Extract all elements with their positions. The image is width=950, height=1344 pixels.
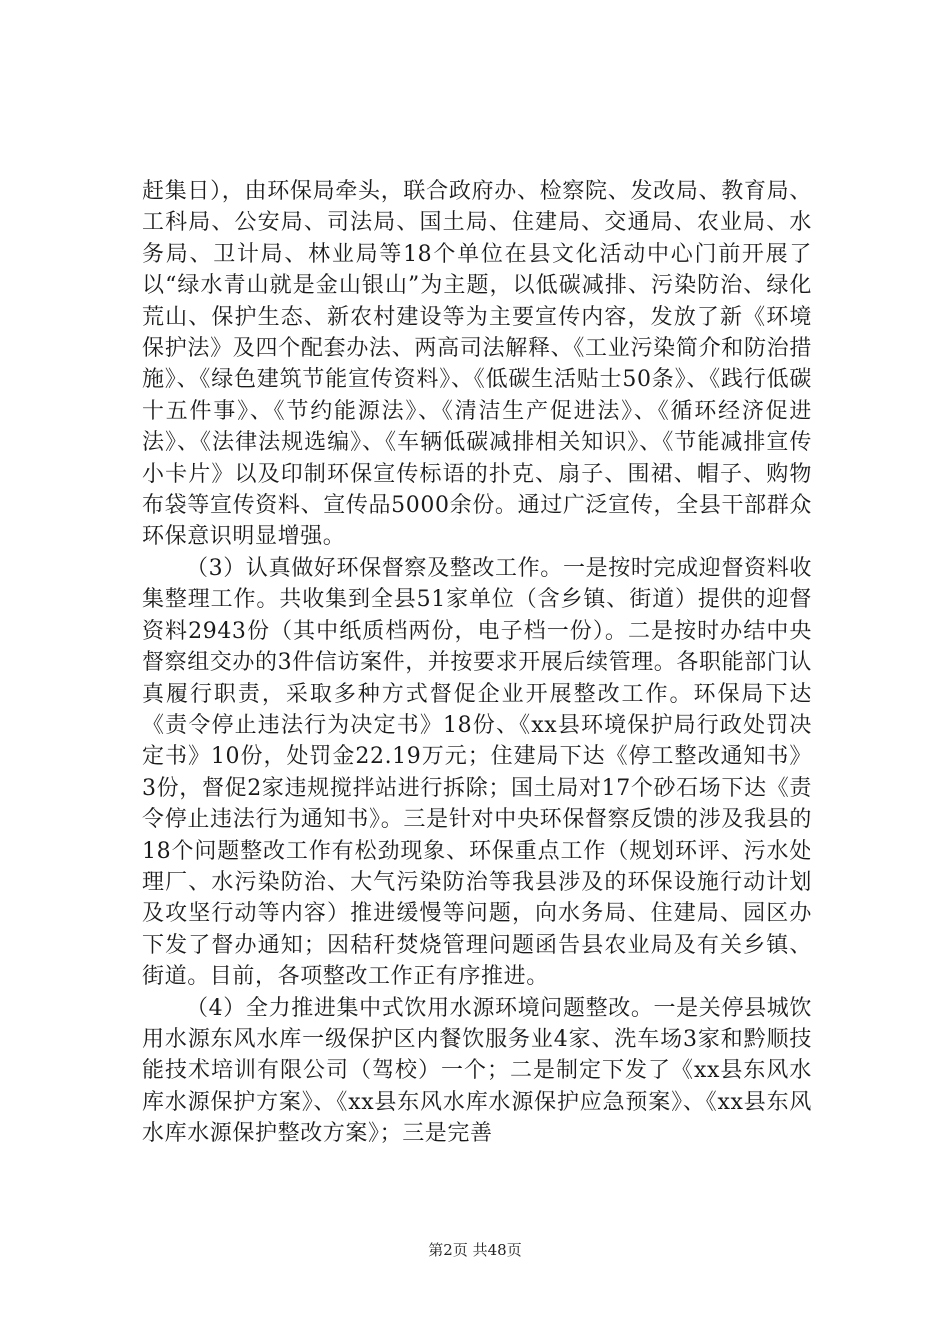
paragraph-continued: 赶集日），由环保局牵头，联合政府办、检察院、发改局、教育局、工科局、公安局、司法局、国土局、住建局、交通局、农业局、水务局、卫计局、林业局等18个单位在县文化活动中心门前开展了以“绿水青山就是金山银山”为主题，以低碳减排、污染防治、绿化荒山、保护生态、新农村建设等为主要宣传内容，发放了新《环境保护法》及四个配套办法、两高司法解释、《工业污染简介和防治措施》、《绿色建筑节能宣传资料》、《低碳生活贴士50条》、《践行低碳十五件事》、《节约能源法》、《清洁生产促进法》、《循环经济促进法》、《法律法规选编》、《车辆低碳减排相关知识》、《节能减排宣传小卡片》以及印制环保宣传标语的扑克、扇子、围裙、帽子、购物布袋等宣传资料、宣传品5000余份。通过广泛宣传，全县干部群众环保意识明显增强。 [142,179,812,550]
document-body [142,176,812,1150]
page-footer: 第2页 共48页 [428,1241,522,1259]
paragraph-section-4: （4）全力推进集中式饮用水源环境问题整改。一是关停县城饮用水源东风水库一级保护区内餐饮服务业4家、洗车场3家和黔顺技能技术培训有限公司（驾校）一个；二是制定下发了《xx县东风水库水源保护方案》、《xx县东风水库水源保护应急预案》、《xx县东风水库水源保护整改方案》；三是完善 [142,995,812,1147]
paragraph-section-3: （3）认真做好环保督察及整改工作。一是按时完成迎督资料收集整理工作。共收集到全县51家单位（含乡镇、街道）提供的迎督资料2943份（其中纸质档两份，电子档一份）。二是按时办结中央督察组交办的3件信访案件，并按要求开展后续管理。各职能部门认真履行职责，采取多种方式督促企业开展整改工作。环保局下达《责令停止违法行为决定书》18份、《xx县环境保护局行政处罚决定书》10份，处罚金22.19万元；住建局下达《停工整改通知书》3份，督促2家违规搅拌站进行拆除；国土局对17个砂石场下达《责令停止违法行为通知书》。三是针对中央环保督察反馈的涉及我县的18个问题整改工作有松劲现象、环保重点工作（规划环评、污水处理厂、水污染防治、大气污染防治等我县涉及的环保设施行动计划及攻坚行动等内容）推进缓慢等问题，向水务局、住建局、园区办下发了督办通知；因秸秆焚烧管理问题函告县农业局及有关乡镇、街道。目前，各项整改工作正有序推进。 [142,555,812,990]
